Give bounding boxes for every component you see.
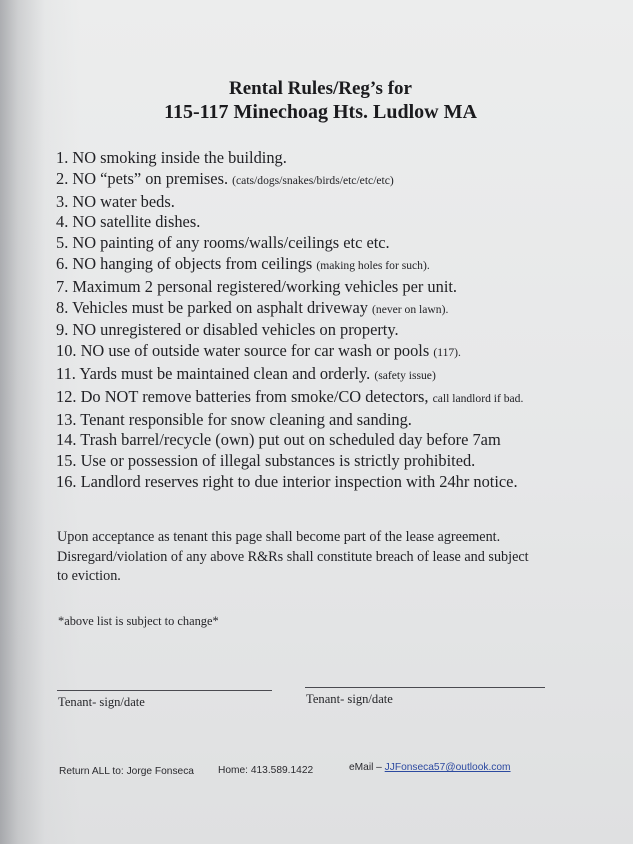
tenant-signature-line-right: [305, 687, 545, 688]
rule-note: (safety issue): [374, 368, 436, 382]
rule-text: 11. Yards must be maintained clean and orderly.: [56, 363, 375, 383]
rule-note: (making holes for such).: [316, 258, 430, 272]
rule-item: [56, 364, 626, 387]
rule-note: call landlord if bad.: [432, 391, 524, 405]
rule-item: [56, 472, 626, 493]
acceptance-line: Upon acceptance as tenant this page shall become part of the lease agreement.: [57, 529, 501, 545]
rule-item: [56, 212, 626, 233]
rule-text: 4. NO satellite dishes.: [56, 212, 201, 232]
rule-note: (117).: [433, 346, 461, 360]
rule-text: 2. NO “pets” on premises.: [56, 168, 233, 188]
footer-return-to: Return ALL to: Jorge Fonseca: [59, 766, 194, 777]
rules-list: [56, 148, 626, 493]
rule-text: 15. Use or possession of illegal substances is strictly prohibited.: [56, 451, 476, 471]
footer-email: [349, 762, 511, 773]
rule-text: 3. NO water beds.: [56, 191, 175, 211]
rule-text: 13. Tenant responsible for snow cleaning and sanding.: [56, 409, 412, 429]
rule-item: [56, 169, 626, 192]
rule-item: [56, 148, 626, 169]
rule-item: [56, 298, 626, 321]
rule-item: [56, 192, 626, 213]
rule-item: [56, 233, 626, 254]
rule-text: 1. NO smoking inside the building.: [56, 148, 287, 167]
rule-text: 10. NO use of outside water source for car wash or pools: [56, 341, 434, 361]
rule-item: [56, 341, 626, 364]
acceptance-line: Disregard/violation of any above R&Rs shall constitute breach of lease and subject: [57, 548, 529, 565]
rule-text: 16. Landlord reserves right to due interior inspection with 24hr notice.: [56, 471, 518, 491]
rule-note: (never on lawn).: [372, 302, 449, 316]
rule-text: 8. Vehicles must be parked on asphalt driveway: [56, 297, 373, 317]
change-note: *above list is subject to change*: [58, 614, 219, 628]
acceptance-line: to eviction.: [57, 568, 121, 584]
rule-text: 14. Trash barrel/recycle (own) put out on scheduled day before 7am: [56, 430, 501, 450]
rule-item: [56, 277, 626, 298]
rule-item: [56, 387, 626, 410]
rule-item: [56, 254, 626, 277]
acceptance-paragraph: [57, 528, 602, 587]
rule-text: 7. Maximum 2 personal registered/working vehicles per unit.: [56, 276, 458, 296]
rule-note: (cats/dogs/snakes/birds/etc/etc/etc): [232, 173, 394, 187]
rule-text: 12. Do NOT remove batteries from smoke/CO detectors,: [56, 386, 433, 406]
rule-item: [56, 320, 626, 341]
footer-email-label: eMail –: [349, 762, 385, 773]
rule-text: 9. NO unregistered or disabled vehicles on property.: [56, 320, 399, 340]
rule-text: 6. NO hanging of objects from ceilings: [56, 253, 317, 273]
tenant-signature-label-right: Tenant- sign/date: [306, 692, 393, 706]
footer-email-link[interactable]: JJFonseca57@outlook.com: [384, 762, 511, 773]
tenant-signature-label-left: Tenant- sign/date: [58, 695, 145, 709]
rule-item: [56, 430, 626, 451]
rule-item: [56, 410, 626, 431]
tenant-signature-line-left: [57, 690, 272, 691]
document-title-line-2: 115-117 Minechoag Hts. Ludlow MA: [164, 101, 477, 123]
rule-text: 5. NO painting of any rooms/walls/ceilings etc etc.: [56, 233, 390, 253]
document-title-line-1: Rental Rules/Reg’s for: [229, 78, 412, 99]
rule-item: [56, 451, 626, 472]
footer-home-phone: Home: 413.589.1422: [218, 765, 314, 776]
